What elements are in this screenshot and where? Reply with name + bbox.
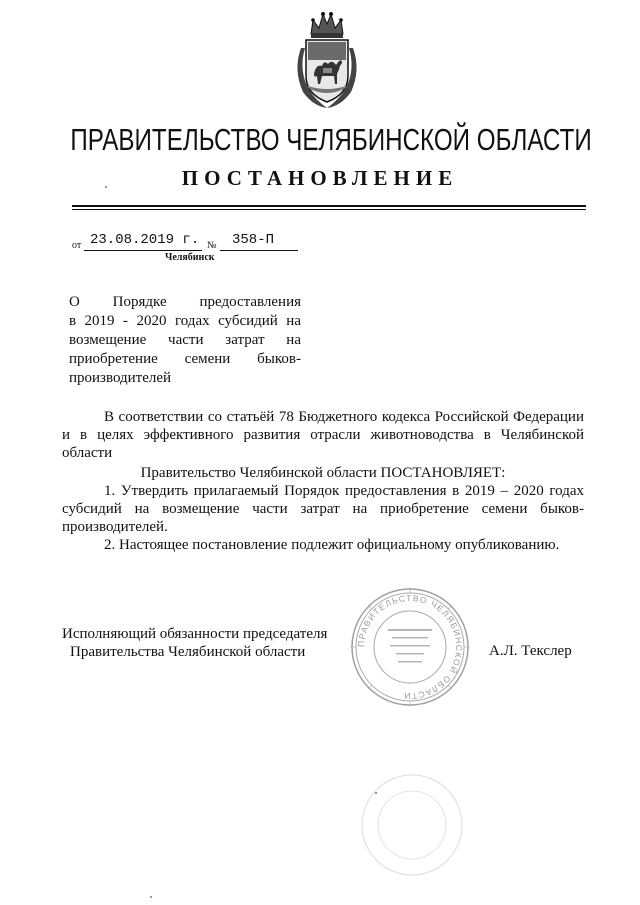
date-from-label: от <box>72 240 82 251</box>
header-divider-thin <box>72 209 586 210</box>
preamble-paragraph: В соответствии со статьёй 78 Бюджетного кодекса Российской Федерации и в целях эффективного развития отрасли животноводства в Челябинской области <box>62 409 584 461</box>
faint-seal-trace-icon <box>352 770 472 880</box>
resolves-line: Правительство Челябинской области ПОСТАНОВЛЯЕТ: <box>140 465 506 481</box>
scan-speck <box>105 186 107 188</box>
scan-speck <box>150 896 152 898</box>
header-divider-thick <box>72 205 586 207</box>
government-title: ПРАВИТЕЛЬСТВО ЧЕЛЯБИНСКОЙ ОБЛАСТИ <box>70 122 592 157</box>
number-underline <box>220 250 298 251</box>
signer-position-line: Исполняющий обязанности председателя <box>62 626 328 642</box>
signer-position-line: Правительства Челябинской области <box>70 644 306 660</box>
scan-speck <box>375 792 377 794</box>
chelyabinsk-coat-of-arms-icon <box>289 8 365 110</box>
number-label: № <box>207 240 217 251</box>
seal-ring-text: ПРАВИТЕЛЬСТВО ЧЕЛЯБИНСКОЙ ОБЛАСТИ <box>355 592 465 702</box>
signer-name: А.Л. Текслер <box>489 643 572 659</box>
document-subject <box>69 293 301 388</box>
signer-position <box>62 625 332 661</box>
document-meta-row <box>70 232 310 252</box>
subject-line: производителей <box>69 370 172 386</box>
official-round-seal-icon <box>348 585 472 709</box>
document-body <box>62 408 584 554</box>
city-name: Челябинск <box>165 252 215 263</box>
date-underline <box>84 250 202 251</box>
document-type-title: ПОСТАНОВЛЕНИЕ <box>181 166 459 190</box>
document-date: 23.08.2019 г. <box>90 232 200 248</box>
subject-line: О Порядке предоставления <box>69 294 301 310</box>
item-2-paragraph: 2. Настоящее постановление подлежит официальному опубликованию. <box>104 537 560 553</box>
subject-line: возмещение части затрат на <box>69 332 301 348</box>
subject-line: в 2019 - 2020 годах субсидий на <box>69 313 301 329</box>
subject-line: приобретение семени быков- <box>69 351 301 367</box>
item-1-paragraph: 1. Утвердить прилагаемый Порядок предоставления в 2019 – 2020 годах субсидий на возмещение части затрат на приобретение семени быков-производителей. <box>62 483 584 535</box>
document-number: 358-П <box>232 232 275 248</box>
